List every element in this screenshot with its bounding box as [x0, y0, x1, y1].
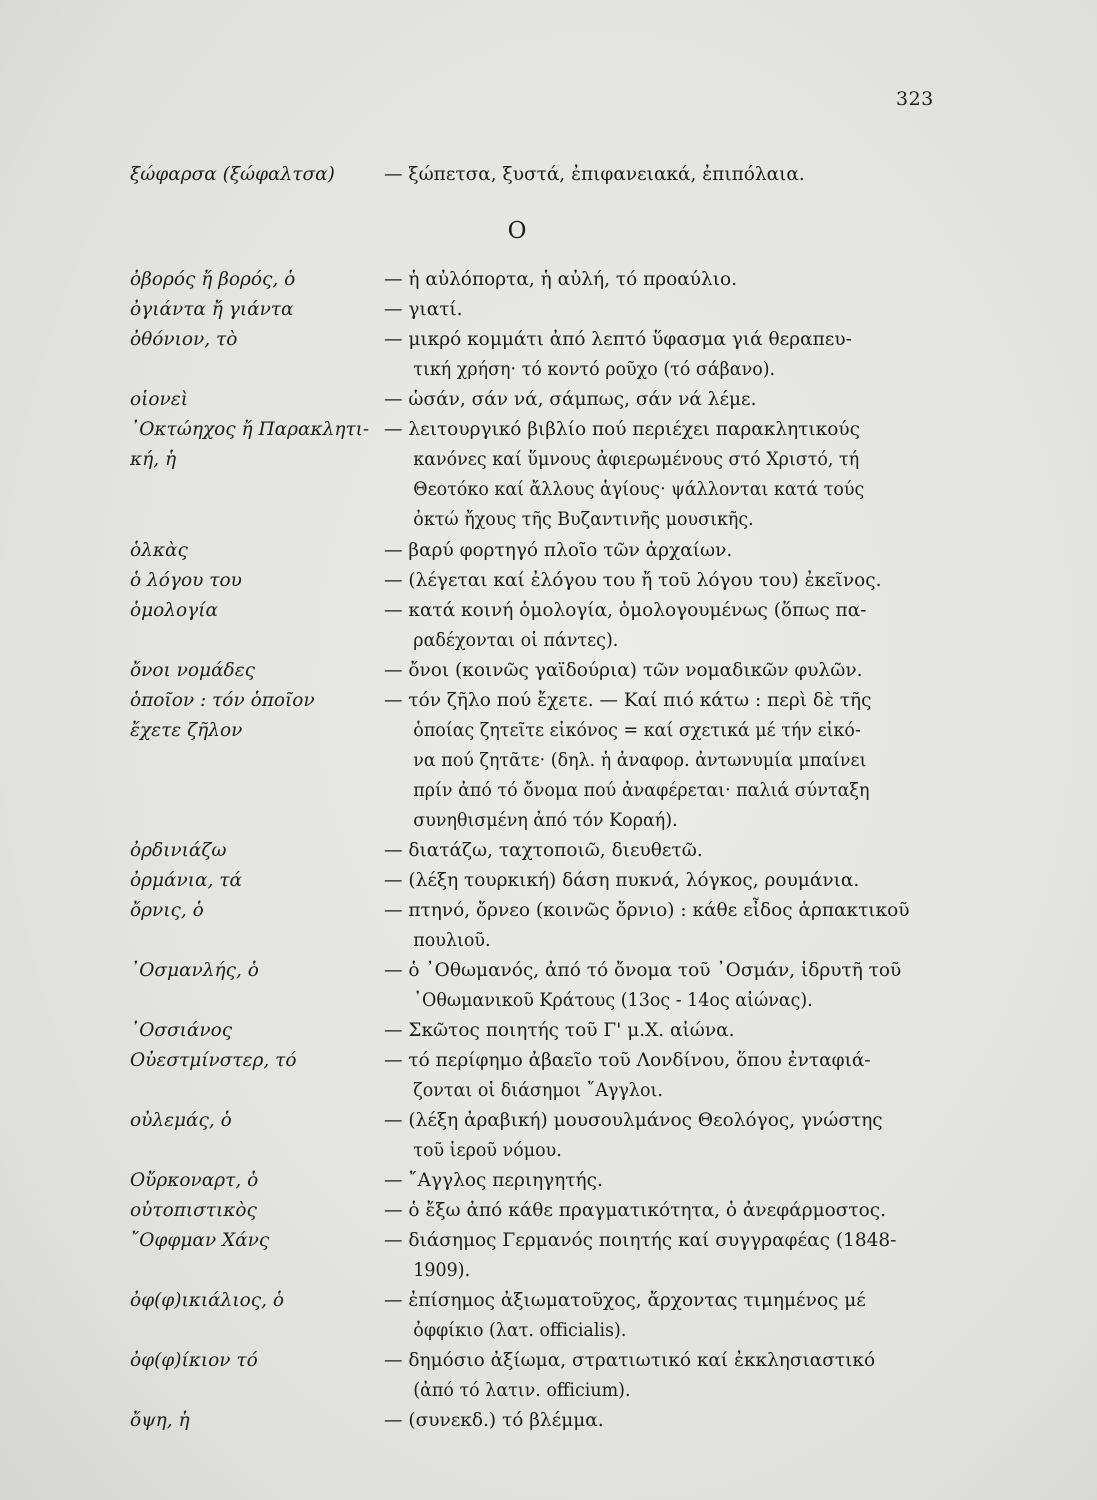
definition-line: — (λέξη τουρκική) δάση πυκνά, λόγκος, ρουμάνια. [384, 870, 860, 891]
definition-line: — (λέξη ἀραβική) μουσουλμάνος Θεολόγος, γνώστης [384, 1110, 883, 1131]
definition-line: — διατάζω, ταχτοποιῶ, διευθετῶ. [384, 840, 703, 861]
definition-line: — μικρό κομμάτι ἀπό λεπτό ὕφασμα γιά θεραπευ- [384, 329, 852, 350]
term-line: ὁ λόγου του [130, 570, 242, 591]
definition-line: κανόνες καί ὕμνους ἀφιερωμένους στό Χριστό, τή [413, 449, 860, 470]
term-line: ῎Οφφμαν Χάνς [130, 1230, 270, 1251]
entry-definition [384, 1226, 944, 1286]
definition-line: — ὡσάν, σάν νά, σάμπως, σάν νά λέμε. [384, 389, 757, 410]
definition-line: — Σκῶτος ποιητής τοῦ Γ' μ.Χ. αἰώνα. [384, 1020, 735, 1041]
entry-term [130, 415, 380, 475]
entry-term [130, 866, 380, 896]
glossary-entry [0, 686, 1097, 836]
glossary-entry [0, 325, 1097, 385]
entry-term [130, 325, 380, 355]
entry-term [130, 1406, 380, 1436]
term-line: ὄνοι νομάδες [130, 660, 255, 681]
entry-definition [384, 1286, 944, 1346]
glossary-entry [0, 836, 1097, 866]
entry-term [130, 265, 380, 295]
term-line: ὁλκὰς [130, 540, 188, 561]
definition-line: τοῦ ἱεροῦ νόμου. [413, 1140, 562, 1161]
definition-line: ὀκτώ ἤχους τῆς Βυζαντινῆς μουσικῆς. [413, 509, 754, 530]
page-number: 323 [896, 88, 934, 110]
glossary-entry [0, 295, 1097, 325]
entry-term [130, 836, 380, 866]
entry-definition [384, 536, 944, 566]
entry-definition [384, 295, 944, 325]
entry-definition [384, 1196, 944, 1226]
section-letter: Ο [507, 218, 527, 244]
entry-term [130, 686, 380, 746]
entry-term [130, 1046, 380, 1076]
term-line: ὀβορός ἤ βορός, ὁ [130, 269, 296, 290]
definition-line: να πού ζητᾶτε· (δηλ. ἡ ἀναφορ. ἀντωνυμία μπαίνει [413, 750, 867, 771]
entry-term [130, 160, 380, 190]
glossary-entry [0, 956, 1097, 1016]
entry-definition [384, 956, 944, 1016]
definition-line: — κατά κοινή ὁμολογία, ὁμολογουμένως (ὅπως πα- [384, 600, 867, 621]
definition-line: — ῎Αγγλος περιηγητής. [384, 1170, 603, 1191]
term-line: ὀφ(φ)ίκιον τό [130, 1350, 258, 1371]
term-line: ξώφαρσα (ξώφαλτσα) [130, 164, 335, 185]
definition-line: συνηθισμένη ἀπό τόν Κοραή). [413, 810, 678, 831]
entry-definition [384, 686, 944, 836]
glossary-entry [0, 1016, 1097, 1046]
entry-definition [384, 596, 944, 656]
term-line: ὁμολογία [130, 600, 218, 621]
definition-line: ᾿Οθωμανικοῦ Κράτους (13ος - 14ος αἰώνας). [413, 990, 813, 1011]
definition-line: ραδέχονται οἱ πάντες). [413, 630, 619, 651]
entry-term [130, 956, 380, 986]
entry-term [130, 1016, 380, 1046]
entry-definition [384, 866, 944, 896]
definition-line: — πτηνό, ὄρνεο (κοινῶς ὄρνιο) : κάθε εἶδος ἁρπακτικοῦ [384, 900, 910, 921]
definition-line: πρίν ἀπό τό ὄνομα πού ἀναφέρεται· παλιά σύνταξη [413, 780, 870, 801]
definition-line: — ξώπετσα, ξυστά, ἐπιφανειακά, ἐπιπόλαια. [384, 164, 805, 185]
term-line: ὀγιάντα ἤ γιάντα [130, 299, 294, 320]
entry-term [130, 536, 380, 566]
glossary-entry [0, 1346, 1097, 1406]
entry-term [130, 1196, 380, 1226]
entry-definition [384, 325, 944, 385]
definition-line: — ἡ αὐλόπορτα, ἡ αὐλή, τό προαύλιο. [384, 269, 738, 290]
entry-definition [384, 1106, 944, 1166]
entry-term [130, 1106, 380, 1136]
entry-term [130, 896, 380, 926]
entry-term [130, 1226, 380, 1256]
entry-term [130, 656, 380, 686]
term-line: ὀρδινιάζω [130, 840, 227, 861]
definition-line: — λειτουργικό βιβλίο πού περιέχει παρακλητικούς [384, 419, 860, 440]
term-line: ᾿Οκτώηχος ἤ Παρακλητι- [130, 419, 370, 440]
definition-line: — γιατί. [384, 299, 463, 320]
entry-definition [384, 566, 944, 596]
term-line: κή, ἡ [130, 449, 177, 470]
entry-term [130, 1166, 380, 1196]
entry-term [130, 1286, 380, 1316]
glossary-entry [0, 160, 1097, 190]
entry-definition [384, 1016, 944, 1046]
entry-definition [384, 896, 944, 956]
definition-line: πουλιοῦ. [413, 930, 491, 951]
definition-line: — βαρύ φορτηγό πλοῖο τῶν ἀρχαίων. [384, 540, 733, 561]
term-line: ὄψη, ἡ [130, 1410, 190, 1431]
definition-line: 1909). [413, 1260, 471, 1281]
glossary-entry [0, 1046, 1097, 1106]
glossary-entry [0, 1406, 1097, 1436]
entry-term [130, 596, 380, 626]
term-line: οἱονεὶ [130, 389, 188, 410]
glossary-entry [0, 1106, 1097, 1166]
term-line: ὀθόνιον, τὸ [130, 329, 238, 350]
definition-line: (ἀπό τό λατιν. officium). [413, 1380, 631, 1401]
term-line: Οὐεστμίνστερ, τό [130, 1050, 297, 1071]
definition-line: ὁποίας ζητεῖτε εἰκόνος = καί σχετικά μέ τήν εἰκό- [413, 720, 861, 741]
glossary-entry [0, 1196, 1097, 1226]
term-line: οὐτοπιστικὸς [130, 1200, 257, 1221]
term-line: Οὔρκοναρτ, ὁ [130, 1170, 259, 1191]
definition-line: — δημόσιο ἀξίωμα, στρατιωτικό καί ἐκκλησιαστικό [384, 1350, 876, 1371]
definition-line: — διάσημος Γερμανός ποιητής καί συγγραφέας (1848- [384, 1230, 897, 1251]
glossary-entry [0, 1286, 1097, 1346]
glossary-entry [0, 265, 1097, 295]
term-line: ὄρνις, ὁ [130, 900, 204, 921]
entry-definition [384, 1166, 944, 1196]
term-line: ὀφ(φ)ικιάλιος, ὁ [130, 1290, 284, 1311]
entry-definition [384, 385, 944, 415]
definition-line: — τόν ζῆλο πού ἔχετε. — Καί πιό κάτω : περὶ δὲ τῆς [384, 690, 872, 711]
definition-line: — (λέγεται καί ἐλόγου του ἤ τοῦ λόγου του) ἐκεῖνος. [384, 570, 882, 591]
entry-definition [384, 836, 944, 866]
glossary-entry [0, 385, 1097, 415]
entry-definition [384, 1346, 944, 1406]
glossary-entry [0, 1226, 1097, 1286]
term-line: ᾿Οσσιάνος [130, 1020, 233, 1041]
term-line: ὁποῖον : τόν ὁποῖον [130, 690, 315, 711]
entry-definition [384, 1046, 944, 1106]
entry-term [130, 295, 380, 325]
definition-line: — (συνεκδ.) τό βλέμμα. [384, 1410, 604, 1431]
glossary-entry [0, 415, 1097, 535]
definition-line: — ὄνοι (κοινῶς γαϊδούρια) τῶν νομαδικῶν φυλῶν. [384, 660, 863, 681]
definition-line: — ἐπίσημος ἀξιωματοῦχος, ἄρχοντας τιμημένος μέ [384, 1290, 866, 1311]
entry-definition [384, 265, 944, 295]
definition-line: — ὁ ᾿Οθωμανός, ἀπό τό ὄνομα τοῦ ᾿Οσμάν, ἱδρυτῆ τοῦ [384, 960, 902, 981]
glossary-entry [0, 896, 1097, 956]
definition-line: — τό περίφημο ἀβαεῖο τοῦ Λονδίνου, ὅπου ἐνταφιά- [384, 1050, 871, 1071]
entry-term [130, 566, 380, 596]
definition-line: — ὁ ἔξω ἀπό κάθε πραγματικότητα, ὁ ἀνεφάρμοστος. [384, 1200, 886, 1221]
entry-definition [384, 415, 944, 535]
entry-definition [384, 160, 944, 190]
glossary-entry [0, 866, 1097, 896]
glossary-entry [0, 656, 1097, 686]
definition-line: ὀφφίκιο (λατ. officialis). [413, 1320, 627, 1341]
term-line: ᾿Οσμανλής, ὁ [130, 960, 259, 981]
definition-line: τική χρήση· τό κοντό ροῦχο (τό σάβανο). [413, 359, 776, 380]
term-line: ἔχετε ζῆλον [130, 720, 243, 741]
entry-definition [384, 656, 944, 686]
term-line: ὀρμάνια, τά [130, 870, 243, 891]
term-line: οὐλεμάς, ὁ [130, 1110, 232, 1131]
glossary-entry [0, 596, 1097, 656]
glossary-entry [0, 566, 1097, 596]
entry-definition [384, 1406, 944, 1436]
definition-line: Θεοτόκο καί ἄλλους ἁγίους· ψάλλονται κατά τούς [413, 479, 865, 500]
entry-term [130, 385, 380, 415]
definition-line: ζονται οἱ διάσημοι ῎Αγγλοι. [413, 1080, 663, 1101]
glossary-entry [0, 536, 1097, 566]
entry-term [130, 1346, 380, 1376]
glossary-entry [0, 1166, 1097, 1196]
